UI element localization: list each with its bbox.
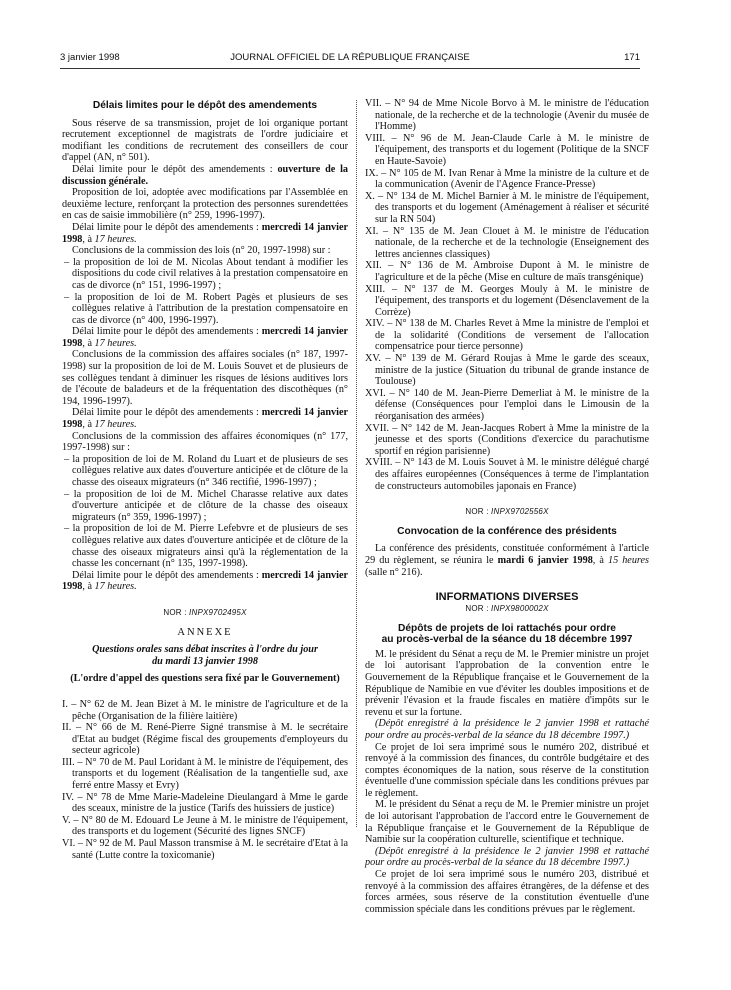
informations-heading: INFORMATIONS DIVERSES: [435, 591, 579, 604]
amendments-heading: Délais limites pour le dépôt des amendements: [92, 100, 318, 111]
issue-date: 3 janvier 1998: [60, 52, 120, 63]
paragraph: Proposition de loi, adoptée avec modifications par l'Assemblée en deuxième lecture, renforçant la protection des personnes surendettées en cas de saisie immobilière (n° 259, 1996-1997).: [62, 187, 348, 222]
questions-date: du mardi 13 janvier 1998: [152, 655, 258, 667]
question-item: VIII. – N° 96 de M. Jean-Claude Carle à M. le ministre de l'équipement, des transports et du logement (Politique de la SNCF en Haute-Savoie): [365, 132, 649, 167]
question-item: II. – N° 66 de M. René-Pierre Signé transmise à M. le secrétaire d'Etat au budget (Régime fiscal des groupements d'employeurs du secteur agricole): [62, 722, 348, 757]
question-item: X. – N° 134 de M. Michel Barnier à M. le ministre de l'équipement, des transports et du logement (Aménagement à réaliser et sécurité sur la RN 504): [365, 190, 649, 225]
dash-item: – la proposition de loi de M. Pierre Lefebvre et de plusieurs de ses collègues relative aux dates d'ouverture anticipée et de clôture de la chasse des oiseaux migrateurs ainsi qu'à la réglementation de la chasse les concernant (n° 135, 1997-1998).: [64, 523, 348, 570]
nor-reference: NOR : INPX9800002X: [465, 604, 549, 614]
question-item: III. – N° 70 de M. Paul Loridant à M. le ministre de l'équipement, des transports et du logement (Réalisation de la tangentielle sud, axe ferré entre Massy et Evry): [62, 756, 348, 792]
question-item: I. – N° 62 de M. Jean Bizet à M. le ministre de l'agriculture et de la pêche (Organisation de la filière laitière): [62, 698, 348, 722]
conference-heading: Convocation de la conférence des présidents: [397, 525, 617, 537]
deposits-heading-line1: Dépôts de projets de loi rattachés pour ordre: [398, 622, 616, 634]
question-item: IX. – N° 105 de M. Ivan Renar à Mme la ministre de la culture et de la communication (Avenir de l'Agence France-Presse): [365, 167, 649, 191]
deadline-paragraph: Délai limite pour le dépôt des amendements : mercredi 14 janvier 1998, à 17 heures.: [62, 326, 348, 349]
deadline-paragraph: Délai limite pour le dépôt des amendements : mercredi 14 janvier 1998, à 17 heures.: [62, 407, 348, 431]
paragraph: Ce projet de loi sera imprimé sous le numéro 203, distribué et renvoyé à la commission des affaires étrangères, de la défense et des forces armées, sous réserve de la constitution éventuelle d'une commission spéciale dans les conditions prévues par le règlement.: [365, 869, 649, 915]
dash-item: – la proposition de loi de M. Michel Charasse relative aux dates d'ouverture anticipée et de clôture de la chasse des oiseaux migrateurs (n° 359, 1996-1997) ;: [64, 488, 348, 523]
column-divider: [356, 100, 357, 827]
nor-reference: NOR : INPX9702556X: [465, 507, 549, 517]
paragraph: M. le président du Sénat a reçu de M. le Premier ministre un projet de loi autorisant l'approbation de la convention entre le Gouvernement de la République française et le Gouvernement de la République de Namibie en vue d'éviter les doubles impositions et de prévenir l'évasion et la fraude fiscales en matière d'impôts sur le revenu et sur la fortune.: [365, 648, 649, 718]
paragraph: Sous réserve de sa transmission, projet de loi organique portant recrutement exceptionnel de magistrats de l'ordre judiciaire et modifiant les conditions de recrutement des conseillers de cour d'appel (AN, n° 501).: [62, 117, 348, 164]
order-note: (L'ordre d'appel des questions sera fixé par le Gouvernement): [70, 673, 340, 685]
deadline-paragraph: Délai limite pour le dépôt des amendements : mercredi 14 janvier 1998, à 17 heures.: [62, 569, 348, 593]
question-item: XIII. – N° 137 de M. Georges Mouly à M. le ministre de l'équipement, des transports et du logement (Désenclavement de la Corrèze): [365, 283, 649, 318]
question-item: IV. – N° 78 de Mme Marie-Madeleine Dieulangard à Mme le garde des sceaux, ministre de la justice (Tarifs des huissiers de justice): [62, 791, 348, 815]
question-item: XVI. – N° 140 de M. Jean-Pierre Demerliat à M. le ministre de la défense (Conséquences pour l'emploi dans le Limousin de la réorganisation des armées): [365, 387, 649, 423]
deposit-note: (Dépôt enregistré à la présidence le 2 janvier 1998 et rattaché pour ordre au procès-verbal de la séance du 18 décembre 1997.): [365, 845, 649, 869]
question-item: XIV. – N° 138 de M. Charles Revet à Mme la ministre de l'emploi et de la solidarité (Conditions de versement de l'allocation compensatrice pour tierce personne): [365, 318, 649, 353]
paragraph: Ce projet de loi sera imprimé sous le numéro 202, distribué et renvoyé à la commission des finances, du contrôle budgétaire et des comptes économiques de la nation, sous réserve de la constitution éventuelle d'une commission spéciale dans les conditions prévues par le règlement.: [365, 741, 649, 799]
annexe-title: ANNEXE: [177, 626, 233, 638]
question-item: VII. – N° 94 de Mme Nicole Borvo à M. le ministre de l'éducation nationale, de la recherche et de la technologie (Avenir du musée de l'Homme): [365, 98, 649, 133]
deadline-paragraph: Délai limite pour le dépôt des amendements : mercredi 14 janvier 1998, à 17 heures.: [62, 221, 348, 245]
right-column: [365, 98, 649, 915]
paragraph: Conclusions de la commission des affaires économiques (n° 177, 1997-1998) sur :: [62, 430, 348, 454]
conference-paragraph: La conférence des présidents, constituée conformément à l'article 29 du règlement, se réunira le mardi 6 janvier 1998, à 15 heures (salle n° 216).: [365, 543, 649, 578]
paragraph: Conclusions de la commission des affaires sociales (n° 187, 1997-1998) sur la proposition de loi de M. Louis Souvet et de plusieurs de ses collègues tendant à diminuer les risques de lésions auditives lors de l'écoute de baladeurs et de la fréquentation des discothèques (n° 194, 1996-1997).: [62, 349, 348, 407]
dash-item: – la proposition de loi de M. Nicolas About tendant à modifier les dispositions du code civil relatives à la prestation compensatoire en cas de divorce (n° 151, 1996-1997) ;: [64, 256, 348, 291]
question-item: XI. – N° 135 de M. Jean Clouet à M. le ministre de l'éducation nationale, de la recherche et de la technologie (Enseignement des lettres anciennes classiques): [365, 225, 649, 260]
question-item: XVIII. – N° 143 de M. Louis Souvet à M. le ministre délégué chargé des affaires européennes (Conséquences à terme de l'implantation de constructeurs automobiles japonais en France): [365, 457, 649, 492]
paragraph: Conclusions de la commission des lois (n° 20, 1997-1998) sur :: [72, 245, 331, 257]
question-item: V. – N° 80 de M. Edouard Le Jeune à M. le ministre de l'équipement, des transports et du logement (Sécurité des lignes SNCF): [62, 814, 348, 838]
question-item: XV. – N° 139 de M. Gérard Roujas à Mme le garde des sceaux, ministre de la justice (Situation du tribunal de grande instance de Toulouse): [365, 353, 649, 388]
page-number: 171: [624, 52, 640, 63]
question-item: XII. – N° 136 de M. Ambroise Dupont à M. le ministre de l'agriculture et de la pêche (Mise en culture de maïs transgénique): [365, 260, 649, 283]
nor-reference: NOR : INPX9702495X: [163, 607, 247, 617]
dash-item: – la proposition de loi de M. Roland du Luart et de plusieurs de ses collègues relative aux dates d'ouverture anticipée et de clôture de la chasse des oiseaux migrateurs (n° 346 rectifié, 1996-1997) ;: [64, 453, 348, 488]
header-rule: [60, 68, 640, 69]
deadline-paragraph: Délai limite pour le dépôt des amendements : ouverture de la discussion générale.: [62, 163, 348, 187]
questions-title: Questions orales sans débat inscrites à l'ordre du jour: [92, 644, 318, 656]
deposit-note: (Dépôt enregistré à la présidence le 2 janvier 1998 et rattaché pour ordre au procès-verbal de la séance du 18 décembre 1997.): [365, 718, 649, 741]
page-header: [60, 52, 640, 66]
deposits-heading-line2: au procès-verbal de la séance du 18 décembre 1997: [381, 633, 633, 645]
left-column: [62, 100, 348, 861]
question-item: XVII. – N° 142 de M. Jean-Jacques Robert à Mme la ministre de la jeunesse et des sports (Conditions d'exercice du parachutisme sportif en région parisienne): [365, 422, 649, 457]
paragraph: M. le président du Sénat a reçu de M. le Premier ministre un projet de loi autorisant l'approbation de l'accord entre le Gouvernement de la République française et le Gouvernement de la République de Namibie sur la coopération culturelle, scientifique et technique.: [365, 799, 649, 846]
journal-title: JOURNAL OFFICIEL DE LA RÉPUBLIQUE FRANÇAISE: [230, 52, 470, 63]
question-item: VI. – N° 92 de M. Paul Masson transmise à M. le secrétaire d'Etat à la santé (Lutte contre la toxicomanie): [62, 838, 348, 861]
dash-item: – la proposition de loi de M. Robert Pagès et plusieurs de ses collègues relative à l'attribution de la prestation compensatoire en cas de divorce (n° 400, 1996-1997).: [64, 291, 348, 326]
